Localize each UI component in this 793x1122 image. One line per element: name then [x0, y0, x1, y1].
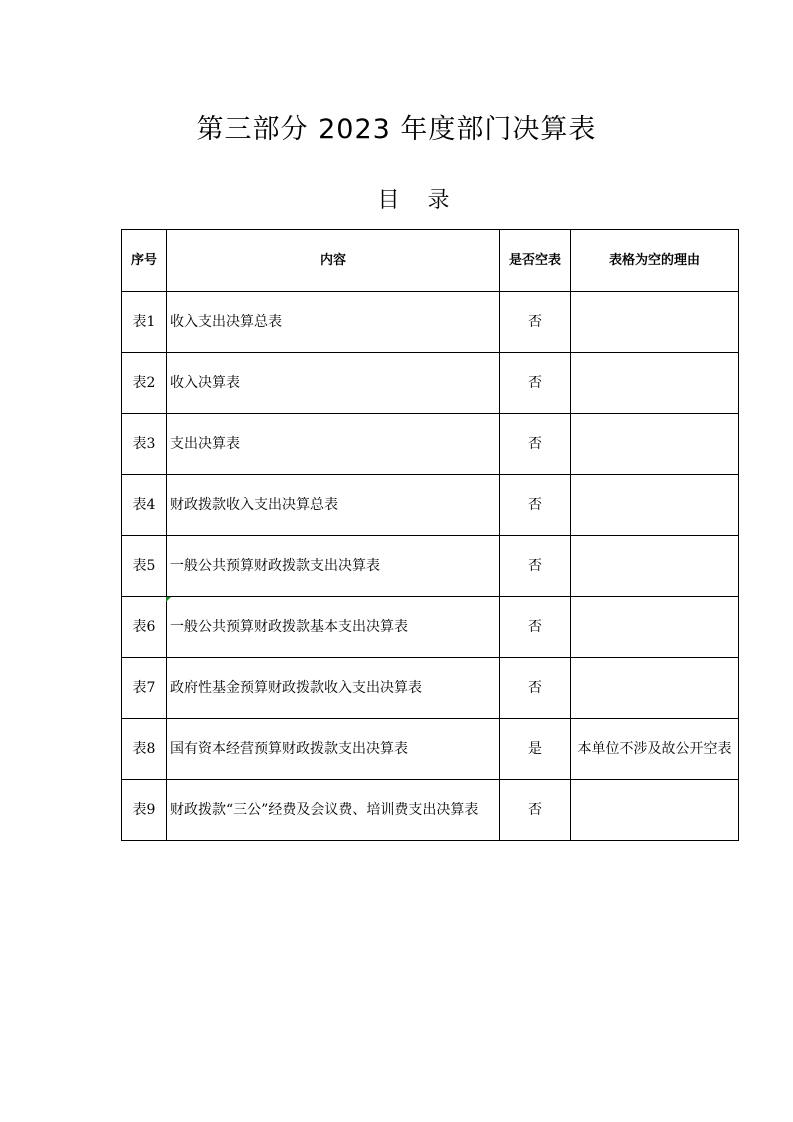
row-content: 一般公共预算财政拨款基本支出决算表: [167, 597, 500, 658]
row-is-empty: 否: [500, 292, 571, 353]
row-content: 收入决算表: [167, 353, 500, 414]
row-reason: [571, 353, 739, 414]
table-row: [122, 414, 739, 475]
row-content: 支出决算表: [167, 414, 500, 475]
row-content: 一般公共预算财政拨款支出决算表: [167, 536, 500, 597]
row-is-empty: 否: [500, 780, 571, 841]
row-reason: [571, 475, 739, 536]
row-no: 表9: [122, 780, 167, 841]
table-row: [122, 353, 739, 414]
row-is-empty: 否: [500, 475, 571, 536]
header-no: 序号: [122, 230, 167, 292]
row-is-empty: 否: [500, 536, 571, 597]
toc-heading: 目录: [377, 188, 478, 213]
header-reason: 表格为空的理由: [571, 230, 739, 292]
row-reason: 本单位不涉及故公开空表: [571, 719, 739, 780]
header-content: 内容: [167, 230, 500, 292]
row-reason: [571, 414, 739, 475]
row-is-empty: 否: [500, 658, 571, 719]
table-row: [122, 292, 739, 353]
row-no: 表3: [122, 414, 167, 475]
row-is-empty: 否: [500, 414, 571, 475]
row-content: 财政拨款收入支出决算总表: [167, 475, 500, 536]
row-is-empty: 是: [500, 719, 571, 780]
row-no: 表2: [122, 353, 167, 414]
row-reason: [571, 292, 739, 353]
row-no: 表4: [122, 475, 167, 536]
table-row: [122, 780, 739, 841]
row-no: 表8: [122, 719, 167, 780]
table-row: [122, 658, 739, 719]
row-reason: [571, 780, 739, 841]
header-is-empty: 是否空表: [500, 230, 571, 292]
row-content: 政府性基金预算财政拨款收入支出决算表: [167, 658, 500, 719]
row-content: 财政拨款“三公”经费及会议费、培训费支出决算表: [167, 780, 500, 841]
page-title: 第三部分 2023 年度部门决算表: [196, 114, 597, 145]
table-row: [122, 536, 739, 597]
table-row: [122, 475, 739, 536]
table-row: [122, 719, 739, 780]
table-header-row: [122, 230, 739, 292]
row-reason: [571, 658, 739, 719]
row-is-empty: 否: [500, 597, 571, 658]
row-content: 收入支出决算总表: [167, 292, 500, 353]
row-no: 表1: [122, 292, 167, 353]
row-no: 表6: [122, 597, 167, 658]
row-is-empty: 否: [500, 353, 571, 414]
row-no: 表5: [122, 536, 167, 597]
row-reason: [571, 597, 739, 658]
table-row: [122, 597, 739, 658]
toc-table: [121, 229, 739, 841]
row-content: 国有资本经营预算财政拨款支出决算表: [167, 719, 500, 780]
cell-comment-marker: [166, 597, 171, 602]
row-reason: [571, 536, 739, 597]
row-no: 表7: [122, 658, 167, 719]
